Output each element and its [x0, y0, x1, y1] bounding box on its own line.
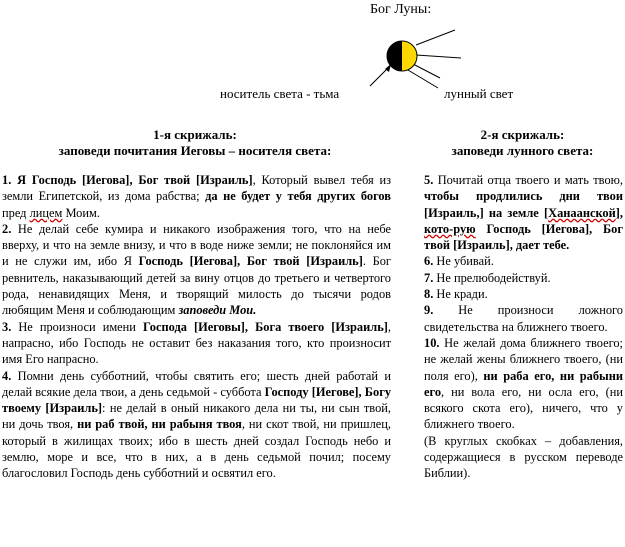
text: Не прелюбодействуй.	[433, 270, 551, 285]
commandment-9	[424, 302, 623, 335]
commandment-number: 7.	[424, 270, 434, 285]
commandment-number: 8.	[424, 287, 434, 302]
moon-light-label: лунный свет	[444, 86, 514, 101]
bold-text: Господа [Иеговы], Бога твоего [Израиль]	[143, 319, 388, 334]
commandment-number: 6.	[424, 254, 434, 269]
diagram-title: Бог Луны:	[370, 2, 432, 17]
commandment-6	[424, 253, 623, 269]
bold-text: да не будет у тебя других богов	[205, 189, 391, 204]
commandment-3	[2, 319, 391, 368]
left-heading-line2: заповеди почитания Иеговы – носителя света:	[58, 143, 332, 158]
left-heading	[0, 127, 390, 159]
right-column	[424, 172, 623, 482]
text: . Бог ревнитель, наказывающий детей за вину отцов до третьего и четвертого рода, ненавидящих Меня, и творящий милость до тысячи родов любящим Меня и соблюдающим	[2, 254, 392, 318]
text: : не делай в оный никакого дела ни ты, ни сын твой, ни дочь твоя,	[2, 401, 391, 432]
commandment-7	[424, 270, 623, 286]
commandment-1	[2, 172, 391, 221]
ray-lower-right	[408, 70, 438, 88]
carrier-label: носитель света - тьма	[220, 86, 340, 101]
text: Не убивай.	[433, 254, 494, 269]
text: Не произноси имени	[11, 319, 143, 334]
bold-text: Господь [Иегова], Бог твой [Израиль], дает тебе.	[424, 221, 623, 253]
text: , напрасно, ибо Господь не оставит без наказания того, кто произносит имя Его напрасно.	[2, 319, 391, 367]
left-heading-line1: 1-я скрижаль:	[153, 127, 237, 142]
text: Не кради.	[433, 287, 488, 302]
text: Моим.	[62, 205, 100, 220]
commandment-number: 9.	[424, 303, 434, 318]
text: Не произноси ложного свидетельства на ближнего твоего.	[424, 303, 623, 334]
commandment-4	[2, 368, 391, 482]
ray-right	[416, 55, 461, 58]
spellcheck-text: Ханаанской	[548, 205, 616, 220]
text: , ни скот твой, ни пришлец, который в жилищах твоих; ибо в шесть дней создал Господь небо и землю, море и все, что в них, а в день седьмой почил; посему благословил Господь день субботний и освятил его.	[2, 417, 391, 481]
bold-text: Господь [Иегова], Бог твой [Израиль]	[138, 254, 363, 269]
bold-text: Господу [Иегове], Богу твоему [Израиль]	[2, 384, 392, 416]
commandment-10	[424, 335, 623, 433]
ray-upper	[416, 30, 455, 45]
bold-italic-text: заповеди Мои.	[178, 303, 257, 318]
commandment-number: 4.	[2, 368, 12, 383]
commandment-8	[424, 286, 623, 302]
bold-text: ни раб твой, ни рабыня твоя	[77, 417, 242, 432]
commandment-number: 3.	[2, 319, 12, 334]
bold-text: ],	[615, 205, 623, 220]
arrow-to-carrier	[370, 68, 388, 86]
commandment-number: 5.	[424, 173, 434, 187]
text: Почитай отца твоего и мать твою,	[433, 173, 623, 187]
commandment-2	[2, 221, 391, 319]
commandment-number: 1.	[2, 173, 12, 187]
text: Не желай дома ближнего твоего; не желай жены ближнего твоего, (ни поля его),	[424, 335, 623, 383]
commandment-5	[424, 172, 623, 253]
commandment-number: 10.	[424, 335, 440, 350]
commandment-number: 2.	[2, 221, 12, 236]
left-column	[2, 172, 391, 482]
right-heading	[420, 127, 625, 159]
text: пред	[2, 205, 30, 220]
text: Помни день субботний, чтобы святить его; шесть дней работай и делай всякие дела твои, а день седьмой - суббота	[2, 368, 391, 399]
translation-note: (В круглых скобках – добавления, содержащиеся в русском переводе Библии).	[424, 433, 623, 481]
text: Не делай себе кумира и никакого изображения того, что на небе вверху, и что на земле внизу, и что в воде ниже земли; не поклоняйся им и не служи им, ибо Я	[2, 221, 391, 269]
text: , ни вола его, ни осла его, (ни всякого скота его), ничего, что у ближнего твоего.	[424, 384, 623, 432]
bold-text: чтобы продлились дни твои [Израиль,] на земле [	[424, 189, 623, 220]
spellcheck-text: лицем	[29, 205, 63, 220]
right-heading-line1: 2-я скрижаль:	[480, 127, 565, 142]
moon-light-half	[402, 41, 417, 71]
text: , Который вывел тебя из земли Египетской, из дома рабства;	[2, 173, 391, 204]
bold-text: ни раба его, ни рабыни его	[424, 368, 623, 399]
bold-text: Я Господь [Иегова], Бог твой [Израиль]	[17, 173, 253, 187]
right-heading-line2: заповеди лунного света:	[451, 143, 594, 158]
spellcheck-text: кото-рую	[424, 221, 476, 236]
